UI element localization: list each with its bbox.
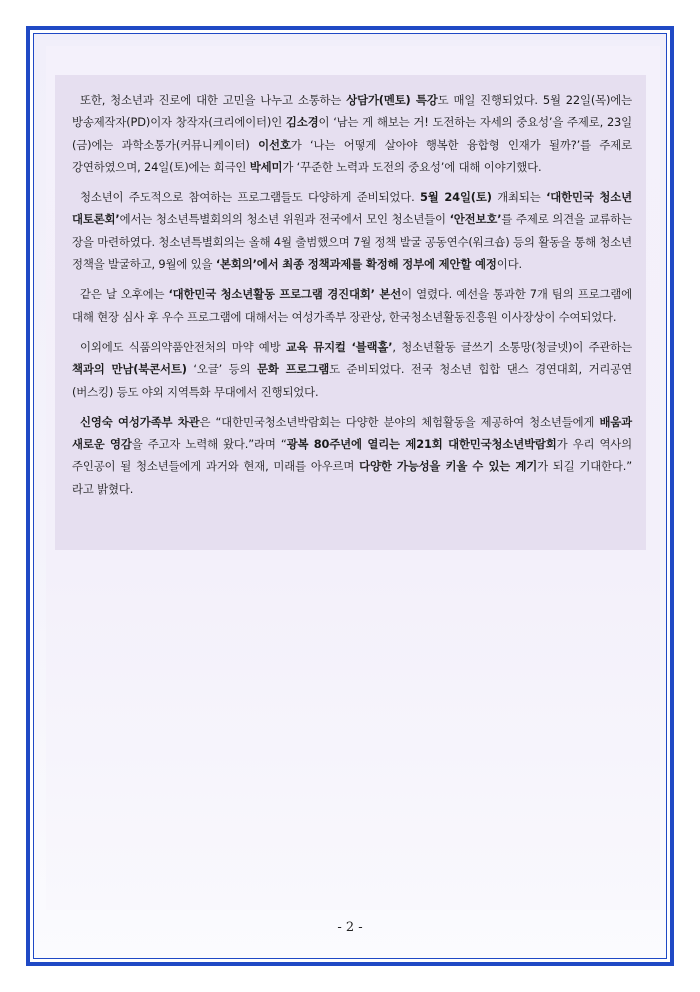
text-segment: 에서는 청소년특별회의의 청소년 위원과 전국에서 모인 청소년들이 xyxy=(119,212,450,227)
bold-text: 5월 24일(토) xyxy=(419,190,492,205)
bold-text: 책과의 만남(북콘서트) xyxy=(72,362,187,377)
bold-text: ‘안전보호’ xyxy=(449,212,502,227)
bold-text: ‘본회의’에서 최종 정책과제를 확정해 정부에 제안할 예정 xyxy=(215,257,497,272)
text-segment: 같은 날 오후에는 xyxy=(80,287,169,302)
text-segment: ‘오글’ 등의 xyxy=(186,362,257,377)
bold-text: 상담가(멘토) 특강 xyxy=(346,93,438,107)
text-segment: 청소년이 주도적으로 참여하는 프로그램들도 다양하게 준비되었다. xyxy=(80,190,420,205)
text-segment: 이다. xyxy=(496,257,522,272)
paragraph-culture-programs xyxy=(72,336,632,403)
bold-text: 김소경 xyxy=(285,115,319,130)
bold-text: 문화 프로그램 xyxy=(256,362,330,377)
text-segment: 개최되는 xyxy=(491,190,547,205)
text-segment: 을 주고자 노력해 왔다.”라며 “ xyxy=(131,437,287,452)
text-segment: 도 준비되었다. 전국 청소년 힙합 댄스 경연대회, 거리공연(버스킹) 등도 야외 지역특화 무대에서 진행되었다. xyxy=(72,362,632,399)
bold-text: 이선호 xyxy=(258,137,291,152)
paragraph-mentor-lectures xyxy=(72,89,632,178)
text-segment: 를 주제로 의견을 교류하는 장을 마련하였다. 청소년특별회의는 올해 4월 출범했으며 7월 정책 발굴 공동연수(워크숍) 등의 활동을 통해 청소년 정책을 발굴하고, 9월에 있을 xyxy=(72,212,632,272)
bold-text: 신영숙 여성가족부 차관 xyxy=(80,414,200,429)
bold-text: 배움과 새로운 영감 xyxy=(72,414,632,452)
paragraph-program-contest xyxy=(72,283,632,328)
text-segment: 가 우리 역사의 주인공이 될 청소년들에게 과거와 현재, 미래를 아우르며 xyxy=(72,437,633,474)
bold-text: 다양한 가능성을 키울 수 있는 계기 xyxy=(359,459,538,474)
text-segment: 가 ‘꾸준한 노력과 도전의 중요성’에 대해 이야기했다. xyxy=(282,159,542,174)
bold-text: 박세미 xyxy=(249,159,283,174)
bold-text: 광복 80주년에 열리는 제21회 대한민국청소년박람회 xyxy=(286,437,557,452)
paragraph-vice-minister-quote xyxy=(72,411,632,500)
text-segment: 또한, 청소년과 진로에 대한 고민을 나누고 소통하는 xyxy=(80,93,347,107)
bold-text: 교육 뮤지컬 ‘블랙홀’ xyxy=(285,339,393,354)
text-segment: 가 되길 기대한다.” 라고 밝혔다. xyxy=(72,459,632,496)
text-segment: 도 매일 진행되었다. 5월 22일(목)에는 방송제작자(PD)이자 창작자(크리에이터)인 xyxy=(72,93,633,130)
text-segment: , 청소년활동 글쓰기 소통망(청글넷)이 주관하는 xyxy=(392,339,632,354)
text-segment: 가 ‘나는 어떻게 살아야 행복한 융합형 인재가 될까?’를 주제로 강연하였으며, 24일(토)에는 희극인 xyxy=(72,137,632,174)
text-segment: 이 열렸다. 예선을 통과한 7개 팀의 프로그램에 대해 현장 심사 후 우수 프로그램에 대해서는 여성가족부 장관상, 한국청소년활동진흥원 이사장상이 수여되었다. xyxy=(72,287,632,324)
paragraph-youth-programs xyxy=(72,186,632,275)
bold-text: ‘대한민국 청소년 대토론회’ xyxy=(72,190,632,227)
page-number: - 2 - xyxy=(337,920,363,935)
text-segment: 이외에도 식품의약품안전처의 마약 예방 xyxy=(80,339,286,354)
content-box xyxy=(55,75,646,550)
text-segment: 이 ‘남는 게 해보는 거! 도전하는 자세의 중요성’을 주제로, 23일(금)에는 과학소통가(커뮤니케이터) xyxy=(72,115,632,152)
text-segment: 은 “대한민국청소년박람회는 다양한 분야의 체험활동을 제공하여 청소년들에게 xyxy=(199,414,600,429)
bold-text: ‘대한민국 청소년활동 프로그램 경진대회’ 본선 xyxy=(168,287,402,302)
